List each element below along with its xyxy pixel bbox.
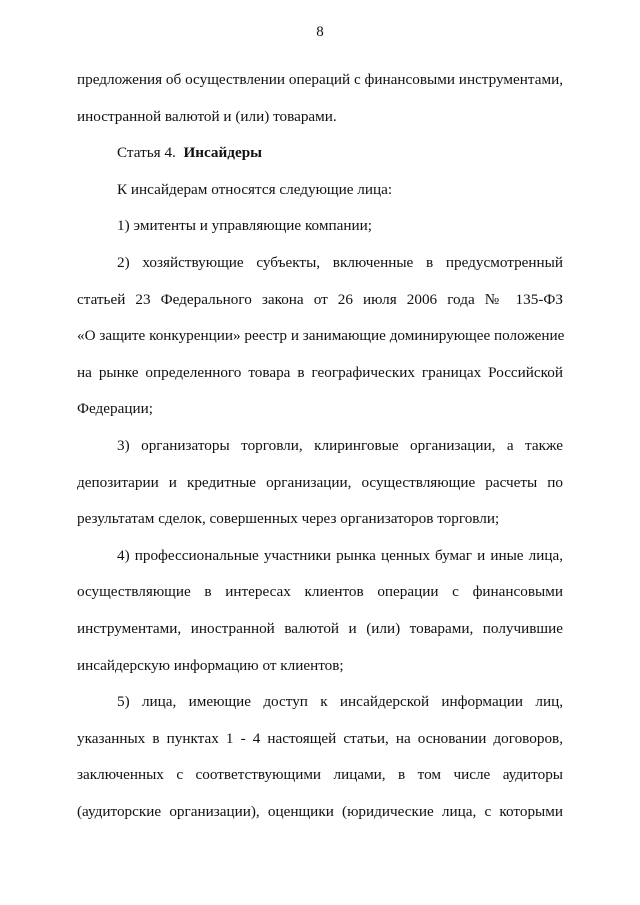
paragraph-line: 4) профессиональные участники рынка ценных бумаг и иные лица, xyxy=(117,546,563,564)
paragraph-line: Федерации; xyxy=(77,400,153,418)
paragraph-line: (аудиторские организации), оценщики (юридические лица, с которыми xyxy=(77,802,563,820)
paragraph-line: статьей 23 Федерального закона от 26 июля 2006 года № 135-ФЗ xyxy=(77,290,563,308)
paragraph-line: заключенных с соответствующими лицами, в том числе аудиторы xyxy=(77,766,563,784)
paragraph-line: осуществляющие в интересах клиентов операции с финансовыми xyxy=(77,583,563,601)
paragraph-line: инструментами, иностранной валютой и (или) товарами, получившие xyxy=(77,619,563,637)
paragraph-line: 2) хозяйствующие субъекты, включенные в предусмотренный xyxy=(117,253,563,271)
paragraph-line: 3) организаторы торговли, клиринговые организации, а также xyxy=(117,436,563,454)
paragraph-line: иностранной валютой и (или) товарами. xyxy=(77,107,337,125)
document-body xyxy=(77,70,563,838)
paragraph-line: К инсайдерам относятся следующие лица: xyxy=(117,180,393,198)
article-title: Инсайдеры xyxy=(183,144,263,162)
paragraph-line: инсайдерскую информацию от клиентов; xyxy=(77,656,344,674)
paragraph-line: результатам сделок, совершенных через организаторов торговли; xyxy=(77,510,500,528)
paragraph-line: указанных в пунктах 1 - 4 настоящей статьи, на основании договоров, xyxy=(77,729,563,747)
paragraph-line: на рынке определенного товара в географических границах Российской xyxy=(77,363,563,381)
paragraph-line: 1) эмитенты и управляющие компании; xyxy=(117,217,372,235)
paragraph-line: депозитарии и кредитные организации, осуществляющие расчеты по xyxy=(77,473,563,491)
paragraph-line: «О защите конкуренции» реестр и занимающие доминирующее положение xyxy=(77,327,565,345)
page-number: 8 xyxy=(316,24,324,40)
article-number: Статья 4. xyxy=(117,144,176,162)
paragraph-line: 5) лица, имеющие доступ к инсайдерской информации лиц, xyxy=(117,693,563,711)
article-heading xyxy=(77,143,563,180)
paragraph-line: предложения об осуществлении операций с финансовыми инструментами, xyxy=(77,71,563,88)
